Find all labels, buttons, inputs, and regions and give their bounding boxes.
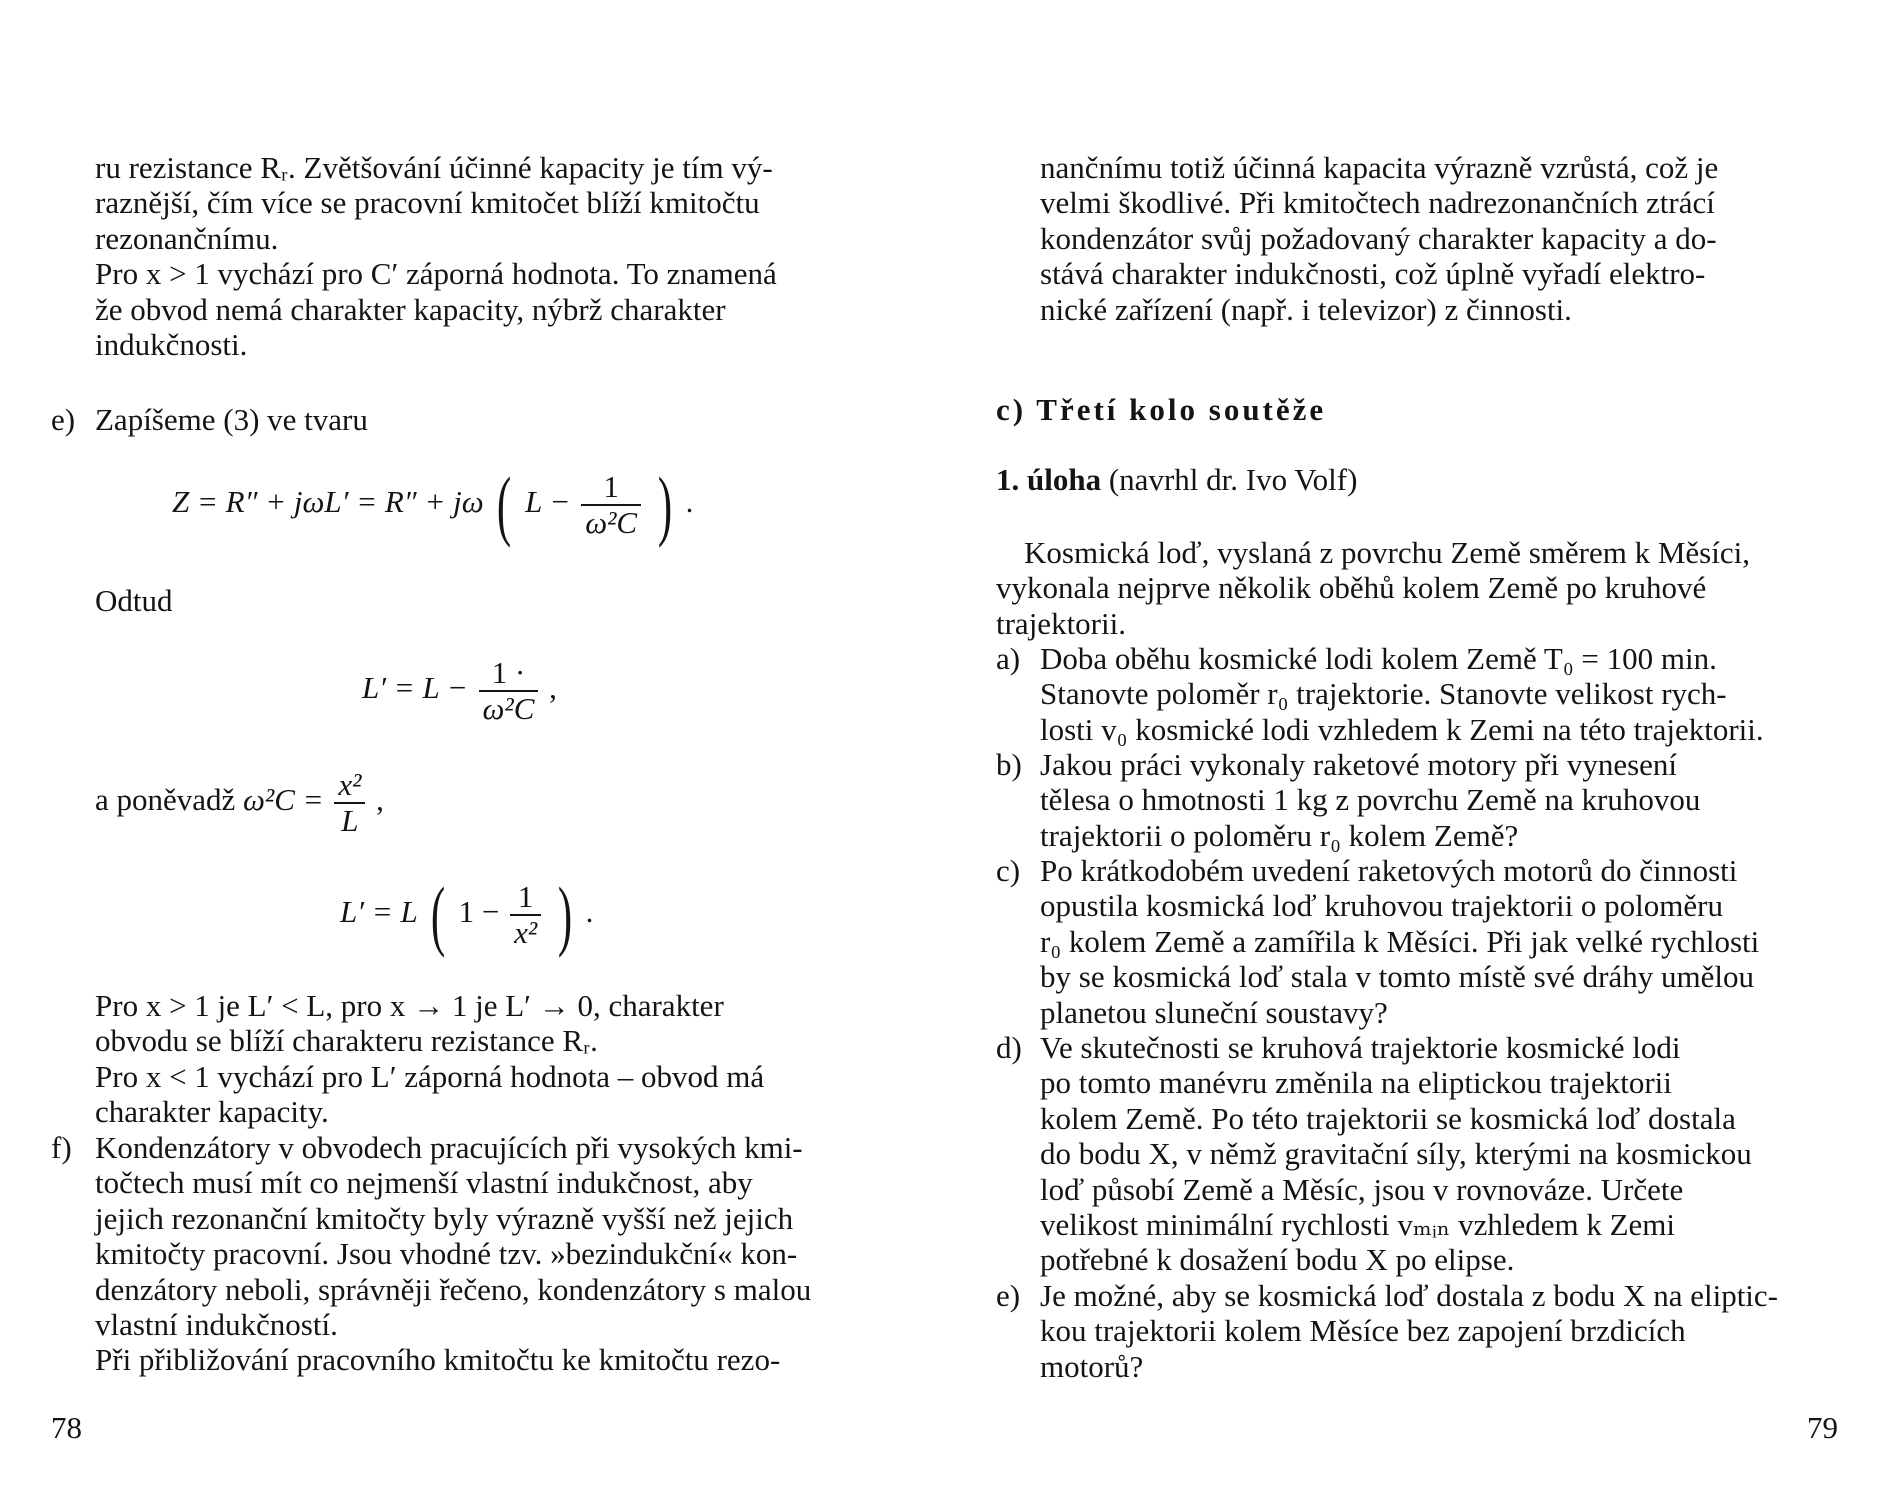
fraction-numerator: x² (338, 767, 362, 802)
text-line: Je možné, aby se kosmická loď dostala z bodu X na eliptic- (1040, 1278, 1779, 1313)
equation-result (340, 871, 594, 958)
equation-lhs: L′ = L − (362, 670, 468, 706)
equation-end: . (685, 484, 694, 520)
item-e (51, 402, 897, 437)
fraction-numerator: 1 (517, 879, 534, 914)
equation-lhs: L′ = L (340, 894, 418, 930)
fraction-numerator: 1 · (491, 655, 526, 690)
item-text (1040, 747, 1840, 853)
text-line: vlastní indukčností. (95, 1307, 338, 1343)
odtud-text: Odtud (95, 583, 173, 618)
text-line: nančnímu totiž účinná kapacita výrazně vzrůstá, což je (1040, 150, 1719, 185)
paren-open: ( (497, 461, 512, 548)
task-title (996, 462, 1357, 498)
fraction-numerator: 1 (603, 469, 619, 504)
question-c (996, 853, 1840, 1030)
question-b (996, 747, 1840, 853)
text-line: raznější, čím více se pracovní kmitočet blíží kmitočtu (95, 185, 760, 221)
text-line: vykonala nejprve několik oběhů kolem Země po kruhové (996, 570, 1707, 606)
text-line: Kondenzátory v obvodech pracujících při vysokých kmi- (95, 1130, 803, 1165)
fraction (479, 656, 539, 726)
text-line: do bodu X, v němž gravitační síly, kterými na kosmickou (1040, 1136, 1752, 1172)
equation-inductance (362, 656, 557, 726)
item-text: Zapíšeme (3) ve tvaru (95, 402, 368, 437)
text-line: jejich rezonanční kmitočty byly výrazně vyšší než jejich (95, 1200, 794, 1236)
equation-term: L − (525, 484, 571, 520)
fraction (334, 768, 365, 838)
paren-close: ) (557, 871, 573, 958)
text-line: ru rezistance Rᵣ. Zvětšování účinné kapacity je tím vý- (95, 150, 773, 185)
item-text (1040, 1030, 1840, 1278)
text-line: denzátory neboli, správněji řečeno, kondenzátory s malou (95, 1271, 812, 1307)
paren-open: ( (430, 871, 446, 958)
text-line: Stanovte poloměr r₀ trajektorie. Stanovte velikost rych- (1040, 676, 1727, 712)
page-number-left: 78 (51, 1410, 82, 1445)
text-line: obvodu se blíží charakteru rezistance Rᵣ. (95, 1023, 598, 1059)
text-line: velmi škodlivé. Při kmitočtech nadrezonančních ztrácí (1040, 185, 1715, 221)
fraction (510, 880, 541, 950)
right-intro-paragraph (1040, 150, 1840, 327)
text-line: motorů? (1040, 1348, 1144, 1384)
text-line: Po krátkodobém uvedení raketových motorů do činnosti (1040, 853, 1738, 888)
text-line: točtech musí mít co nejmenší vlastní indukčnost, aby (95, 1165, 753, 1201)
text-line: Doba oběhu kosmické lodi kolem Země T₀ = 100 min. (1040, 641, 1717, 676)
right-page (939, 0, 1878, 1501)
item-text (1040, 641, 1840, 747)
equation-term: 1 − (458, 894, 500, 930)
fraction-denominator: x² (510, 914, 541, 950)
equation-end: , (549, 670, 557, 706)
text-line: nické zařízení (např. i televizor) z činnosti. (1040, 291, 1572, 327)
problem-intro (996, 535, 1840, 641)
text-line: kou trajektorii kolem Měsíce bez zapojení brzdicích (1040, 1313, 1686, 1349)
text-line: kolem Země. Po této trajektorii se kosmická loď dostala (1040, 1100, 1736, 1136)
text-line: trajektorii. (996, 605, 1126, 641)
left-intro-paragraph (95, 150, 895, 362)
text-line: po tomto manévru změnila na eliptickou trajektorii (1040, 1065, 1672, 1101)
fraction (581, 470, 641, 540)
item-label: f) (51, 1130, 72, 1165)
item-label: c) (996, 853, 1021, 888)
text-line: charakter kapacity. (95, 1094, 329, 1130)
item-label: e) (51, 402, 76, 437)
text-line: Ve skutečnosti se kruhová trajektorie kosmické lodi (1040, 1030, 1681, 1065)
text-line: Při přibližování pracovního kmitočtu ke kmitočtu rezo- (95, 1342, 781, 1378)
text-line: opustila kosmická loď kruhovou trajektorii o poloměru (1040, 888, 1723, 924)
item-text (95, 1130, 897, 1378)
task-number: 1. úloha (996, 462, 1102, 497)
text-line: Pro x > 1 je L′ < L, pro x → 1 je L′ → 0, charakter (95, 988, 724, 1023)
question-a (996, 641, 1840, 747)
equation-omega (95, 768, 384, 838)
equation-end: , (376, 782, 384, 818)
text-line: rezonančnímu. (95, 220, 279, 256)
fraction-denominator: ω²C (479, 690, 539, 726)
text-line: planetou sluneční soustavy? (1040, 994, 1388, 1030)
text-line: Pro x > 1 vychází pro C′ záporná hodnota. To znamená (95, 256, 777, 292)
text-line: loď působí Země a Měsíc, jsou v rovnováze. Určete (1040, 1171, 1684, 1207)
item-label: d) (996, 1030, 1022, 1065)
text-line: že obvod nemá charakter kapacity, nýbrž charakter (95, 291, 726, 327)
fraction-denominator: L (334, 802, 365, 838)
text-line: kondenzátor svůj požadovaný charakter kapacity a do- (1040, 220, 1717, 256)
item-label: e) (996, 1278, 1021, 1313)
equation-impedance (172, 461, 694, 548)
text-line: stává charakter indukčnosti, což úplně vyřadí elektro- (1040, 256, 1706, 292)
text-line: Kosmická loď, vyslaná z povrchu Země směrem k Měsíci, (1024, 535, 1750, 570)
text-line: trajektorii o poloměru r₀ kolem Země? (1040, 817, 1519, 853)
section-heading: c) Třetí kolo soutěže (996, 392, 1327, 427)
text-line: Pro x < 1 vychází pro L′ záporná hodnota – obvod má (95, 1058, 765, 1094)
text-line: losti v₀ kosmické lodi vzhledem k Zemi na této trajektorii. (1040, 711, 1764, 747)
item-f (51, 1130, 897, 1378)
text-line: potřebné k dosažení bodu X po elipse. (1040, 1242, 1515, 1278)
equation-lhs: ω²C = (243, 782, 324, 818)
text-line: r₀ kolem Země a zamířila k Měsíci. Při jak velké rychlosti (1040, 923, 1760, 959)
equation-lhs: Z = R″ + jωL′ = R″ + jω (172, 484, 484, 520)
question-e (996, 1278, 1840, 1384)
page-number-right: 79 (1807, 1410, 1838, 1445)
equation-end: . (585, 894, 594, 930)
item-label: a) (996, 641, 1021, 676)
task-author: (navrhl dr. Ivo Volf) (1108, 462, 1358, 497)
text-line: by se kosmická loď stala v tomto místě své dráhy umělou (1040, 959, 1754, 995)
text-line: kmitočty pracovní. Jsou vhodné tzv. »bezindukční« kon- (95, 1236, 798, 1272)
paren-close: ) (657, 461, 672, 548)
left-after-paragraph (95, 988, 895, 1130)
text-line: indukčnosti. (95, 327, 248, 363)
item-label: b) (996, 747, 1022, 782)
question-d (996, 1030, 1840, 1278)
text-line: velikost minimální rychlosti vₘᵢₙ vzhledem k Zemi (1040, 1207, 1676, 1243)
item-text (1040, 853, 1840, 1030)
text-line: tělesa o hmotnosti 1 kg z povrchu Země na kruhovou (1040, 782, 1701, 818)
item-text (1040, 1278, 1840, 1384)
text-line: Jakou práci vykonaly raketové motory při vynesení (1040, 747, 1678, 782)
equation-prefix: a poněvadž (95, 782, 236, 818)
fraction-denominator: ω²C (581, 504, 641, 540)
